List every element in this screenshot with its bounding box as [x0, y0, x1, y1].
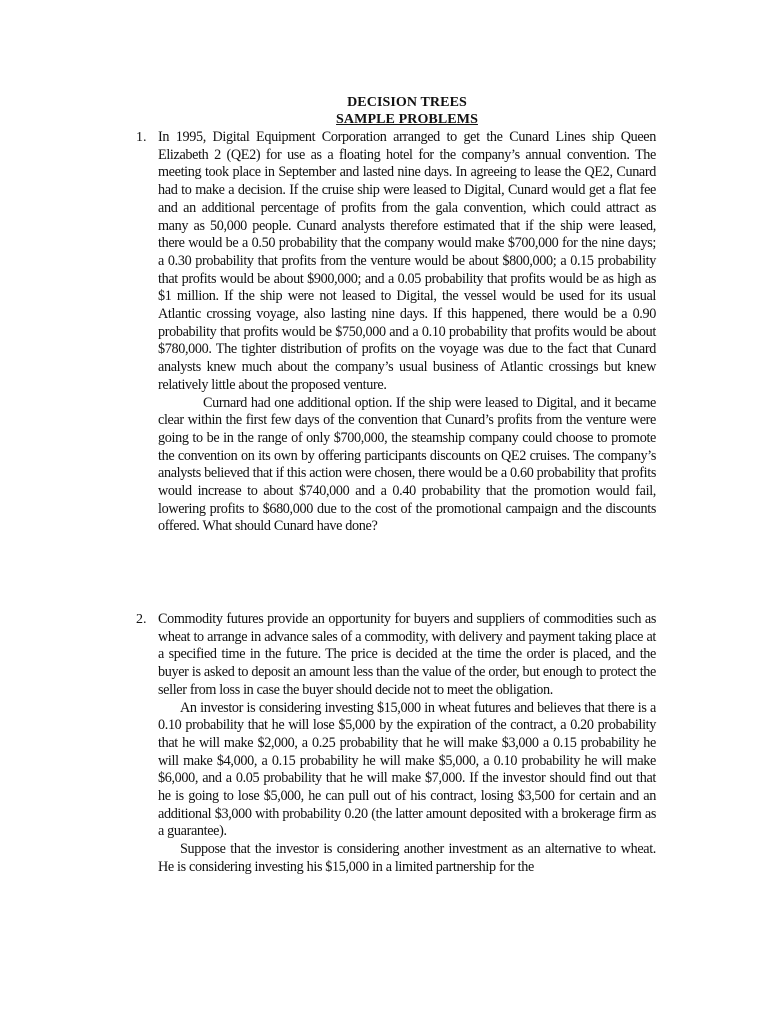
problem-2-paragraph-2: An investor is considering investing $15,000 in wheat futures and believes that there is a 0.10 probability that he will lose $5,000 by the expiration of the contract, a 0.20 probability that he will make $2,000, a 0.25 probability that he will make $3,000 a 0.15 probability he will make $4,000, a 0.15 probability he will make $5,000, a 0.10 probability he will make $6,000, and a 0.05 probability that he will make $7,000. If the investor should find out that he is going to lose $5,000, he can pull out of his contract, losing $3,500 for certain and an additional $3,000 with probability 0.20 (the latter amount deposited with a brokerage firm as a guarantee).	[158, 699, 656, 840]
problem-2-body	[158, 611, 656, 877]
problem-1-paragraph-1: In 1995, Digital Equipment Corporation arranged to get the Cunard Lines ship Queen Elizabeth 2 (QE2) for use as a floating hotel for the company’s annual convention. The meeting took place in September and lasted nine days. In agreeing to lease the QE2, Cunard had to make a decision. If the cruise ship were leased to Digital, Cunard would get a flat fee and an additional percentage of profits from the gala convention, which could attract as many as 50,000 people. Cunard analysts therefore estimated that if the ship were leased, there would be a 0.50 probability that the company would make $700,000 for the nine days; a 0.30 probability that profits from the venture would be about $800,000; a 0.15 probability that profits would be about $900,000; and a 0.05 probability that profits would be as high as $1 million. If the ship were not leased to Digital, the vessel would be used for its usual Atlantic crossing voyage, also lasting nine days. If this happened, there would be a 0.90 probability that profits would be $750,000 and a 0.10 probability that profits would be about $780,000. The tighter distribution of profits on the voyage was due to the fact that Cunard analysts knew much about the company’s usual business of Atlantic crossings but knew relatively little about the proposed venture.	[158, 129, 656, 393]
problem-2-paragraph-1: Commodity futures provide an opportunity for buyers and suppliers of commodities such as wheat to arrange in advance sales of a commodity, with delivery and payment taking place at a specified time in the future. The price is decided at the time the order is placed, and the buyer is asked to deposit an amount less than the value of the order, but enough to protect the seller from loss in case the buyer should decide not to meet the obligation.	[158, 611, 656, 698]
problem-1-body	[158, 129, 656, 536]
problem-1-number: 1.	[136, 130, 147, 145]
document-subtitle: SAMPLE PROBLEMS	[336, 112, 478, 127]
problem-1-paragraph-2: Curnard had one additional option. If the ship were leased to Digital, and it became clear within the first few days of the convention that Cunard’s profits from the venture were going to be in the range of only $700,000, the steamship company could choose to promote the convention on its own by offering participants discounts on QE2 cruises. The company’s analysts believed that if this action were chosen, there would be a 0.60 probability that profits would increase to about $740,000 and a 0.40 probability that the promotion would fail, lowering profits to $680,000 due to the cost of the promotional campaign and the discounts offered. What should Cunard have done?	[158, 394, 656, 535]
problem-2-number: 2.	[136, 612, 147, 627]
problem-2-paragraph-3: Suppose that the investor is considering another investment as an alternative to wheat. He is considering investing his $15,000 in a limited partnership for the	[158, 841, 656, 875]
document-title: DECISION TREES	[347, 95, 467, 110]
